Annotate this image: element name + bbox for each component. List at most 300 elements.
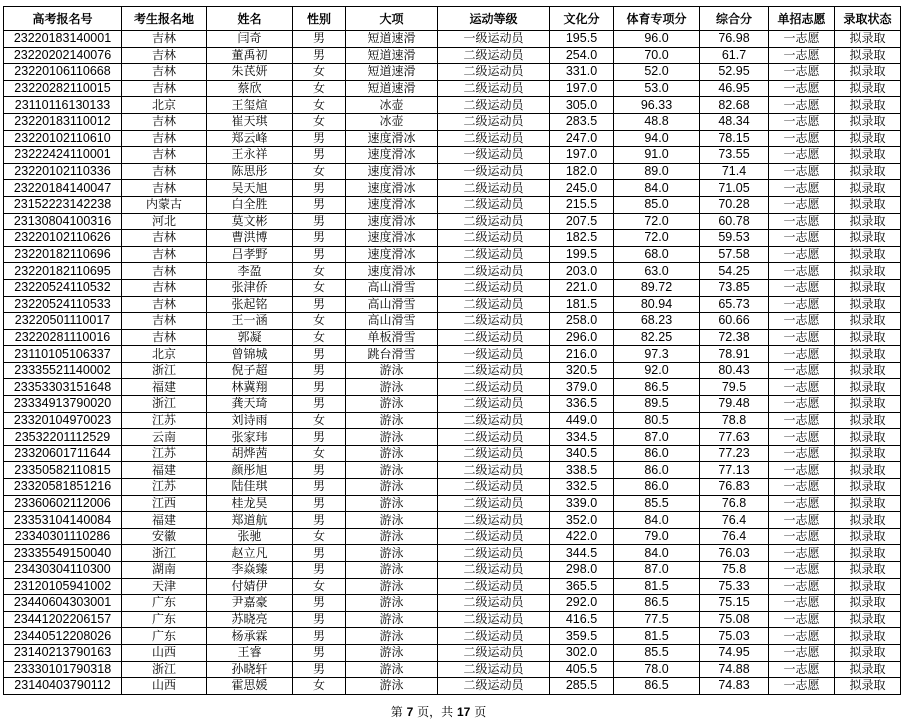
cell-sport-score: 72.0 (614, 230, 700, 247)
cell-preference: 一志愿 (769, 445, 835, 462)
admission-table (3, 6, 901, 695)
cell-region: 吉林 (122, 279, 207, 296)
cell-level: 一级运动员 (438, 31, 550, 48)
cell-preference: 一志愿 (769, 163, 835, 180)
cell-culture-score: 422.0 (550, 528, 614, 545)
col-header-preference: 单招志愿 (769, 7, 835, 31)
cell-sport-score: 82.25 (614, 329, 700, 346)
cell-name: 林冀翔 (207, 379, 293, 396)
cell-sport: 速度滑冰 (346, 263, 438, 280)
cell-region: 吉林 (122, 296, 207, 313)
cell-preference: 一志愿 (769, 545, 835, 562)
cell-status: 拟录取 (835, 313, 901, 330)
cell-exam-id: 23220524110532 (4, 279, 122, 296)
cell-total-score: 74.95 (700, 644, 769, 661)
cell-sport-score: 91.0 (614, 147, 700, 164)
cell-sport-score: 68.0 (614, 246, 700, 263)
cell-sport: 游泳 (346, 445, 438, 462)
cell-total-score: 82.68 (700, 97, 769, 114)
table-row (4, 196, 901, 213)
cell-sport: 游泳 (346, 429, 438, 446)
cell-name: 王睿 (207, 644, 293, 661)
table-row (4, 396, 901, 413)
cell-total-score: 75.8 (700, 562, 769, 579)
cell-exam-id: 23220282110015 (4, 80, 122, 97)
cell-region: 山西 (122, 678, 207, 695)
cell-sport: 游泳 (346, 379, 438, 396)
cell-preference: 一志愿 (769, 279, 835, 296)
cell-gender: 女 (293, 263, 346, 280)
cell-preference: 一志愿 (769, 263, 835, 280)
cell-status: 拟录取 (835, 213, 901, 230)
cell-gender: 男 (293, 396, 346, 413)
cell-name: 张津侨 (207, 279, 293, 296)
cell-preference: 一志愿 (769, 578, 835, 595)
cell-status: 拟录取 (835, 147, 901, 164)
cell-preference: 一志愿 (769, 362, 835, 379)
cell-exam-id: 23220183110012 (4, 113, 122, 130)
cell-total-score: 70.28 (700, 196, 769, 213)
cell-name: 尹嘉豪 (207, 595, 293, 612)
cell-total-score: 77.13 (700, 462, 769, 479)
cell-sport: 速度滑冰 (346, 230, 438, 247)
cell-exam-id: 23335549150040 (4, 545, 122, 562)
cell-culture-score: 338.5 (550, 462, 614, 479)
cell-exam-id: 23220183140001 (4, 31, 122, 48)
cell-gender: 男 (293, 562, 346, 579)
cell-exam-id: 23441202206157 (4, 611, 122, 628)
cell-status: 拟录取 (835, 246, 901, 263)
cell-preference: 一志愿 (769, 230, 835, 247)
cell-sport: 速度滑冰 (346, 246, 438, 263)
cell-exam-id: 23320601711644 (4, 445, 122, 462)
cell-status: 拟录取 (835, 113, 901, 130)
cell-sport-score: 89.5 (614, 396, 700, 413)
cell-status: 拟录取 (835, 64, 901, 81)
cell-preference: 一志愿 (769, 396, 835, 413)
cell-sport: 游泳 (346, 578, 438, 595)
cell-preference: 一志愿 (769, 528, 835, 545)
cell-sport: 游泳 (346, 562, 438, 579)
cell-total-score: 48.34 (700, 113, 769, 130)
cell-region: 浙江 (122, 396, 207, 413)
cell-sport: 高山滑雪 (346, 279, 438, 296)
cell-name: 胡烨茜 (207, 445, 293, 462)
cell-exam-id: 23440604303001 (4, 595, 122, 612)
cell-preference: 一志愿 (769, 47, 835, 64)
cell-region: 吉林 (122, 64, 207, 81)
cell-exam-id: 23222424110001 (4, 147, 122, 164)
cell-sport-score: 63.0 (614, 263, 700, 280)
cell-sport-score: 80.94 (614, 296, 700, 313)
cell-preference: 一志愿 (769, 213, 835, 230)
cell-status: 拟录取 (835, 80, 901, 97)
table-row (4, 130, 901, 147)
cell-name: 曹洪博 (207, 230, 293, 247)
col-header-exam-id: 高考报名号 (4, 7, 122, 31)
cell-gender: 男 (293, 379, 346, 396)
table-row (4, 611, 901, 628)
cell-level: 二级运动员 (438, 379, 550, 396)
cell-sport-score: 84.0 (614, 545, 700, 562)
cell-status: 拟录取 (835, 545, 901, 562)
cell-sport: 冰壶 (346, 97, 438, 114)
cell-region: 福建 (122, 462, 207, 479)
cell-exam-id: 23320104970023 (4, 412, 122, 429)
cell-region: 福建 (122, 512, 207, 529)
cell-status: 拟录取 (835, 379, 901, 396)
cell-level: 二级运动员 (438, 130, 550, 147)
cell-name: 刘诗雨 (207, 412, 293, 429)
table-row (4, 97, 901, 114)
cell-level: 一级运动员 (438, 346, 550, 363)
cell-region: 吉林 (122, 313, 207, 330)
cell-level: 二级运动员 (438, 678, 550, 695)
cell-level: 二级运动员 (438, 246, 550, 263)
cell-level: 二级运动员 (438, 462, 550, 479)
cell-culture-score: 199.5 (550, 246, 614, 263)
cell-status: 拟录取 (835, 412, 901, 429)
footer-prefix: 第 (390, 705, 403, 719)
col-header-culture-score: 文化分 (550, 7, 614, 31)
cell-preference: 一志愿 (769, 80, 835, 97)
cell-culture-score: 216.0 (550, 346, 614, 363)
cell-exam-id: 23220182110695 (4, 263, 122, 280)
cell-gender: 男 (293, 130, 346, 147)
cell-total-score: 73.55 (700, 147, 769, 164)
cell-total-score: 74.88 (700, 661, 769, 678)
cell-exam-id: 23220524110533 (4, 296, 122, 313)
cell-total-score: 59.53 (700, 230, 769, 247)
cell-region: 吉林 (122, 113, 207, 130)
footer-total-pages: 17 (457, 705, 471, 719)
cell-preference: 一志愿 (769, 113, 835, 130)
cell-total-score: 76.98 (700, 31, 769, 48)
cell-gender: 男 (293, 246, 346, 263)
cell-name: 赵立凡 (207, 545, 293, 562)
cell-gender: 男 (293, 31, 346, 48)
cell-status: 拟录取 (835, 479, 901, 496)
cell-name: 陈思彤 (207, 163, 293, 180)
footer-page-number: 7 (406, 705, 414, 719)
cell-sport: 速度滑冰 (346, 147, 438, 164)
cell-name: 曾锦城 (207, 346, 293, 363)
cell-name: 王玺煊 (207, 97, 293, 114)
table-row (4, 362, 901, 379)
cell-status: 拟录取 (835, 279, 901, 296)
cell-gender: 女 (293, 313, 346, 330)
cell-region: 江苏 (122, 479, 207, 496)
cell-sport-score: 87.0 (614, 562, 700, 579)
cell-gender: 女 (293, 279, 346, 296)
cell-level: 一级运动员 (438, 163, 550, 180)
cell-gender: 男 (293, 611, 346, 628)
cell-name: 郭凝 (207, 329, 293, 346)
table-row (4, 80, 901, 97)
cell-exam-id: 23360602112006 (4, 495, 122, 512)
table-row (4, 180, 901, 197)
cell-sport: 游泳 (346, 412, 438, 429)
cell-level: 二级运动员 (438, 396, 550, 413)
cell-status: 拟录取 (835, 495, 901, 512)
cell-culture-score: 449.0 (550, 412, 614, 429)
cell-total-score: 60.78 (700, 213, 769, 230)
table-row (4, 296, 901, 313)
cell-region: 吉林 (122, 230, 207, 247)
cell-region: 江西 (122, 495, 207, 512)
cell-exam-id: 23140213790163 (4, 644, 122, 661)
cell-exam-id: 23220102110610 (4, 130, 122, 147)
cell-name: 孙晓轩 (207, 661, 293, 678)
col-header-gender: 性别 (293, 7, 346, 31)
table-row (4, 230, 901, 247)
cell-name: 张家玮 (207, 429, 293, 446)
cell-total-score: 77.23 (700, 445, 769, 462)
cell-region: 云南 (122, 429, 207, 446)
cell-region: 吉林 (122, 163, 207, 180)
cell-region: 吉林 (122, 180, 207, 197)
table-row (4, 678, 901, 695)
cell-total-score: 76.03 (700, 545, 769, 562)
cell-preference: 一志愿 (769, 97, 835, 114)
cell-level: 二级运动员 (438, 313, 550, 330)
cell-gender: 男 (293, 230, 346, 247)
cell-region: 浙江 (122, 545, 207, 562)
table-row (4, 595, 901, 612)
cell-region: 吉林 (122, 246, 207, 263)
cell-sport: 跳台滑雪 (346, 346, 438, 363)
cell-name: 颜彤旭 (207, 462, 293, 479)
table-row (4, 279, 901, 296)
cell-status: 拟录取 (835, 578, 901, 595)
cell-sport-score: 86.0 (614, 479, 700, 496)
cell-culture-score: 245.0 (550, 180, 614, 197)
cell-level: 二级运动员 (438, 279, 550, 296)
header-row (4, 7, 901, 31)
cell-sport-score: 53.0 (614, 80, 700, 97)
cell-culture-score: 359.5 (550, 628, 614, 645)
cell-region: 北京 (122, 97, 207, 114)
cell-total-score: 52.95 (700, 64, 769, 81)
cell-preference: 一志愿 (769, 246, 835, 263)
cell-level: 二级运动员 (438, 196, 550, 213)
table-row (4, 31, 901, 48)
footer-middle: 页，共 (417, 705, 454, 719)
col-header-level: 运动等级 (438, 7, 550, 31)
cell-level: 二级运动员 (438, 180, 550, 197)
cell-culture-score: 197.0 (550, 147, 614, 164)
cell-sport-score: 85.5 (614, 644, 700, 661)
cell-sport: 游泳 (346, 628, 438, 645)
cell-level: 二级运动员 (438, 479, 550, 496)
cell-total-score: 71.05 (700, 180, 769, 197)
cell-preference: 一志愿 (769, 479, 835, 496)
cell-total-score: 73.85 (700, 279, 769, 296)
cell-total-score: 80.43 (700, 362, 769, 379)
table-row (4, 246, 901, 263)
cell-sport: 单板滑雪 (346, 329, 438, 346)
cell-region: 安徽 (122, 528, 207, 545)
col-header-total-score: 综合分 (700, 7, 769, 31)
cell-exam-id: 23340301110286 (4, 528, 122, 545)
cell-exam-id: 23430304110300 (4, 562, 122, 579)
cell-level: 二级运动员 (438, 429, 550, 446)
cell-exam-id: 23220281110016 (4, 329, 122, 346)
cell-sport: 游泳 (346, 678, 438, 695)
cell-preference: 一志愿 (769, 462, 835, 479)
footer-suffix: 页 (474, 705, 487, 719)
cell-total-score: 78.15 (700, 130, 769, 147)
cell-level: 二级运动员 (438, 263, 550, 280)
cell-status: 拟录取 (835, 528, 901, 545)
table-row (4, 346, 901, 363)
cell-status: 拟录取 (835, 263, 901, 280)
cell-gender: 男 (293, 628, 346, 645)
cell-preference: 一志愿 (769, 296, 835, 313)
cell-total-score: 76.83 (700, 479, 769, 496)
cell-sport: 速度滑冰 (346, 196, 438, 213)
cell-total-score: 75.03 (700, 628, 769, 645)
cell-region: 广东 (122, 628, 207, 645)
cell-level: 二级运动员 (438, 47, 550, 64)
cell-region: 江苏 (122, 445, 207, 462)
cell-sport: 游泳 (346, 644, 438, 661)
cell-total-score: 46.95 (700, 80, 769, 97)
cell-status: 拟录取 (835, 512, 901, 529)
cell-status: 拟录取 (835, 462, 901, 479)
cell-sport-score: 52.0 (614, 64, 700, 81)
cell-gender: 男 (293, 180, 346, 197)
cell-status: 拟录取 (835, 346, 901, 363)
page-footer (0, 703, 877, 720)
cell-culture-score: 344.5 (550, 545, 614, 562)
table-row (4, 628, 901, 645)
cell-sport: 速度滑冰 (346, 130, 438, 147)
cell-culture-score: 405.5 (550, 661, 614, 678)
cell-exam-id: 23220184140047 (4, 180, 122, 197)
cell-total-score: 57.58 (700, 246, 769, 263)
cell-sport-score: 85.5 (614, 495, 700, 512)
cell-level: 二级运动员 (438, 578, 550, 595)
cell-level: 二级运动员 (438, 495, 550, 512)
cell-status: 拟录取 (835, 31, 901, 48)
cell-gender: 女 (293, 528, 346, 545)
cell-sport: 速度滑冰 (346, 180, 438, 197)
cell-status: 拟录取 (835, 628, 901, 645)
cell-sport-score: 80.5 (614, 412, 700, 429)
cell-culture-score: 340.5 (550, 445, 614, 462)
cell-status: 拟录取 (835, 661, 901, 678)
cell-culture-score: 292.0 (550, 595, 614, 612)
cell-region: 广东 (122, 611, 207, 628)
cell-exam-id: 23335521140002 (4, 362, 122, 379)
cell-culture-score: 352.0 (550, 512, 614, 529)
cell-name: 董禹初 (207, 47, 293, 64)
cell-name: 苏晓亮 (207, 611, 293, 628)
cell-gender: 女 (293, 329, 346, 346)
cell-region: 内蒙古 (122, 196, 207, 213)
cell-level: 二级运动员 (438, 97, 550, 114)
cell-exam-id: 23152223142238 (4, 196, 122, 213)
cell-status: 拟录取 (835, 611, 901, 628)
cell-status: 拟录取 (835, 230, 901, 247)
cell-sport-score: 81.5 (614, 628, 700, 645)
cell-preference: 一志愿 (769, 313, 835, 330)
cell-preference: 一志愿 (769, 495, 835, 512)
cell-region: 吉林 (122, 80, 207, 97)
cell-status: 拟录取 (835, 329, 901, 346)
cell-culture-score: 298.0 (550, 562, 614, 579)
cell-gender: 男 (293, 479, 346, 496)
cell-sport: 速度滑冰 (346, 163, 438, 180)
col-header-region: 考生报名地 (122, 7, 207, 31)
cell-preference: 一志愿 (769, 595, 835, 612)
cell-total-score: 79.48 (700, 396, 769, 413)
cell-culture-score: 332.5 (550, 479, 614, 496)
cell-sport: 游泳 (346, 362, 438, 379)
cell-preference: 一志愿 (769, 346, 835, 363)
cell-sport-score: 89.0 (614, 163, 700, 180)
table-row (4, 263, 901, 280)
table-row (4, 495, 901, 512)
cell-status: 拟录取 (835, 97, 901, 114)
cell-culture-score: 320.5 (550, 362, 614, 379)
cell-region: 河北 (122, 213, 207, 230)
cell-name: 崔天琪 (207, 113, 293, 130)
cell-sport: 游泳 (346, 462, 438, 479)
cell-gender: 男 (293, 429, 346, 446)
table-row (4, 479, 901, 496)
cell-level: 二级运动员 (438, 80, 550, 97)
cell-preference: 一志愿 (769, 180, 835, 197)
cell-culture-score: 247.0 (550, 130, 614, 147)
cell-gender: 男 (293, 362, 346, 379)
cell-name: 郑道航 (207, 512, 293, 529)
cell-level: 二级运动员 (438, 445, 550, 462)
cell-status: 拟录取 (835, 47, 901, 64)
cell-sport-score: 78.0 (614, 661, 700, 678)
cell-gender: 女 (293, 678, 346, 695)
cell-sport-score: 48.8 (614, 113, 700, 130)
cell-culture-score: 296.0 (550, 329, 614, 346)
cell-total-score: 77.63 (700, 429, 769, 446)
cell-sport-score: 85.0 (614, 196, 700, 213)
cell-culture-score: 283.5 (550, 113, 614, 130)
cell-region: 浙江 (122, 661, 207, 678)
cell-preference: 一志愿 (769, 628, 835, 645)
cell-level: 二级运动员 (438, 661, 550, 678)
cell-sport-score: 77.5 (614, 611, 700, 628)
cell-sport-score: 70.0 (614, 47, 700, 64)
cell-sport: 游泳 (346, 528, 438, 545)
cell-region: 吉林 (122, 329, 207, 346)
cell-name: 闫奇 (207, 31, 293, 48)
table-row (4, 147, 901, 164)
table-row (4, 445, 901, 462)
cell-name: 白全胜 (207, 196, 293, 213)
cell-sport-score: 96.33 (614, 97, 700, 114)
cell-level: 二级运动员 (438, 628, 550, 645)
cell-level: 二级运动员 (438, 644, 550, 661)
cell-status: 拟录取 (835, 196, 901, 213)
col-header-name: 姓名 (207, 7, 293, 31)
cell-level: 二级运动员 (438, 562, 550, 579)
cell-total-score: 60.66 (700, 313, 769, 330)
cell-sport-score: 89.72 (614, 279, 700, 296)
cell-gender: 女 (293, 80, 346, 97)
cell-region: 吉林 (122, 31, 207, 48)
table-row (4, 113, 901, 130)
